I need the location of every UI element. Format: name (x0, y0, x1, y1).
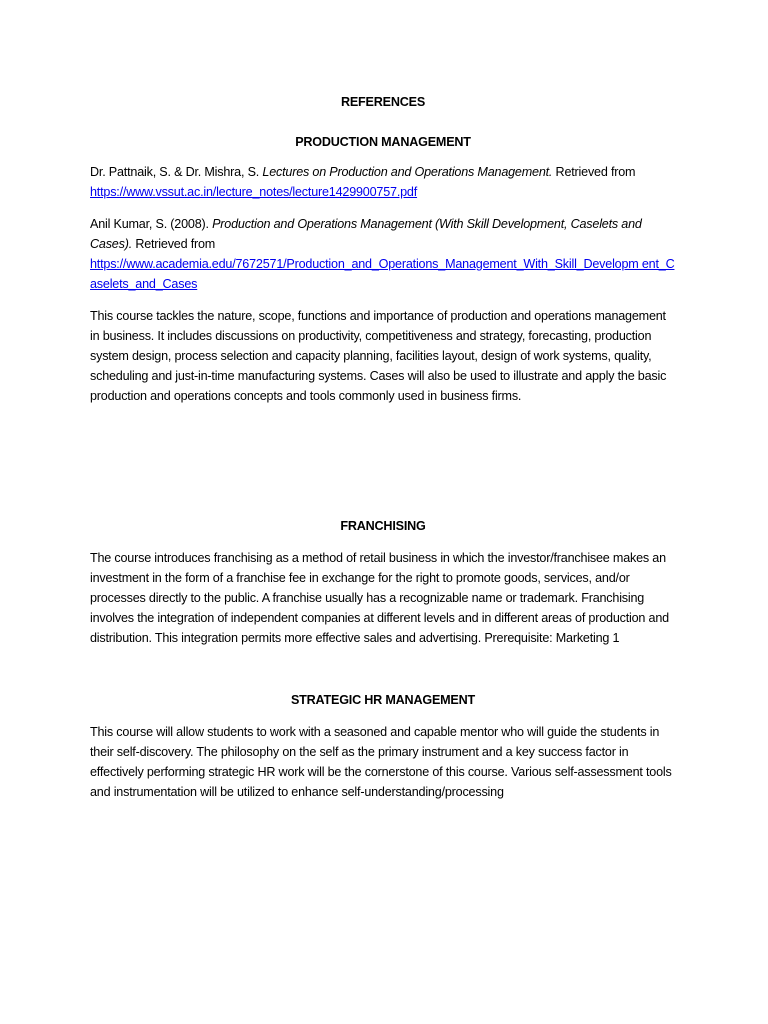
reference-2-retrieved: Retrieved from (135, 237, 216, 251)
reference-1-authors: Dr. Pattnaik, S. & Dr. Mishra, S. (90, 165, 260, 179)
reference-entry-2 (90, 214, 676, 294)
section-heading-production-management: PRODUCTION MANAGEMENT (295, 135, 471, 149)
reference-2-title: Production and Operations Management (With Skill Development, Caselets and Cases). (90, 217, 642, 251)
reference-2-link[interactable]: https://www.academia.edu/7672571/Production_and_Operations_Management_With_Skill_Developm ent_Caselets_and_Cases (90, 257, 675, 291)
section-heading-franchising: FRANCHISING (340, 519, 426, 533)
section-heading-strategic-hr-management: STRATEGIC HR MANAGEMENT (290, 693, 476, 707)
franchising-description: The course introduces franchising as a method of retail business in which the investor/franchisee makes an investment in the form of a franchise fee in exchange for the right to promote goods, services, and/or processes directly to the public. A franchise usually has a recognizable name or trademark. Franchising involves the integration of independent companies at different levels and in different areas of production and distribution. This integration permits more effective sales and advertising. Prerequisite: Marketing 1 (90, 551, 669, 645)
reference-entry-1 (90, 162, 676, 202)
reference-1-title: Lectures on Production and Operations Management. (262, 165, 553, 179)
reference-1-retrieved: Retrieved from (555, 165, 636, 179)
production-management-description: This course tackles the nature, scope, functions and importance of production and operations management in business. It includes discussions on productivity, competitiveness and strategy, forecasting, production system design, process selection and capacity planning, facilities layout, design of work systems, quality, scheduling and just-in-time manufacturing systems. Cases will also be used to illustrate and apply the basic production and operations concepts and tools commonly used in business firms. (90, 309, 667, 403)
document-title: REFERENCES (340, 95, 426, 109)
document-content (90, 92, 676, 802)
reference-1-link[interactable]: https://www.vssut.ac.in/lecture_notes/lecture1429900757.pdf (90, 185, 418, 199)
strategic-hr-management-description: This course will allow students to work with a seasoned and capable mentor who will guide the students in their self-discovery. The philosophy on the self as the primary instrument and a key success factor in effectively performing strategic HR work will be the cornerstone of this course. Various self-assessment tools and instrumentation will be utilized to enhance self-understanding/processing (90, 725, 672, 799)
reference-2-authors: Anil Kumar, S. (2008). (90, 217, 209, 231)
